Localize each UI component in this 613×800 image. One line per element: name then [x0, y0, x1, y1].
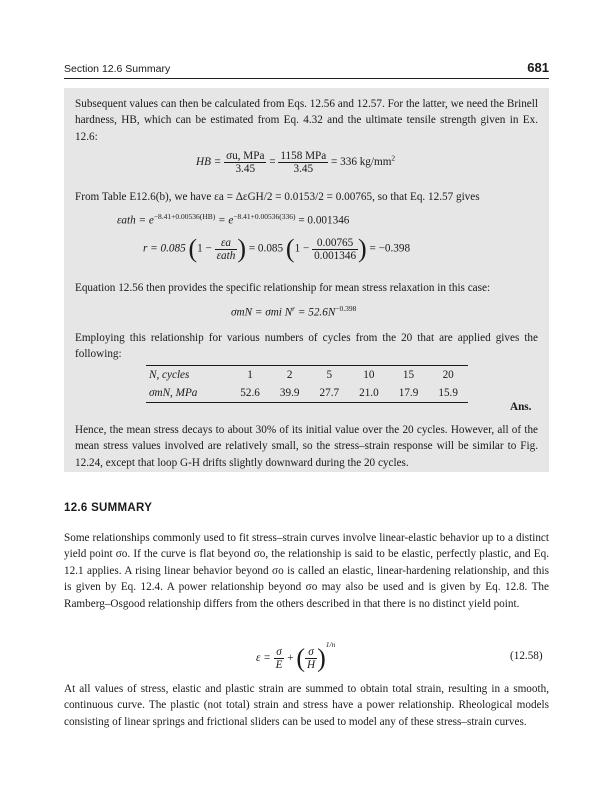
eq-hb-exp: 2 — [391, 153, 396, 163]
table-cell: 15 — [402, 369, 415, 381]
summary-paragraph-2: At all values of stress, elastic and plastic strain are summed to obtain total strain, resulting in a smooth, continuous curve. The plastic (not total) strain and stress have a power relationship. Rheological models consisting of linear springs and frictional sliders can be used to model any of these stress–strain curves. — [64, 683, 549, 728]
table-cell: 27.7 — [319, 387, 340, 399]
eq-r-mid: = 0.085 — [248, 242, 284, 255]
eq-r-one: 1 − — [197, 242, 212, 255]
eq-ro-num2: σ — [308, 645, 314, 658]
eq-hb-lhs: HB = — [196, 156, 222, 169]
equation-hb — [196, 150, 395, 175]
eq-r-den1: εath — [216, 249, 236, 262]
cycles-table — [146, 365, 468, 403]
eq-ro-lhs: ε = — [256, 652, 271, 664]
example-paragraph-5: Hence, the mean stress decays to about 30% of its initial value over the 20 cycles. However, all of the mean stress values involved are relatively small, so the stress–strain response will be similar to Fig. 12.24, except that loop G-H drifts slightly downward during the 20 cycles. — [75, 424, 538, 469]
eq-hb-equals: = — [269, 156, 276, 169]
example-paragraph-3: Equation 12.56 then provides the specific relationship for mean stress relaxation in this case: — [75, 282, 491, 294]
table-cell: 1 — [247, 369, 253, 381]
equation-r: r = 0.085 (1 − $\frac{\varepsilon a}{\text{εath}}$ ) = 0.085 (1 − $\frac{0.00765}{0.001346}$ ) = −0.398 — [143, 234, 411, 263]
table-cell: 20 — [442, 369, 454, 381]
eq-ro-exp: 1/n — [325, 640, 336, 649]
eq-r-num2: 0.00765 — [316, 236, 354, 249]
eq-hb-result: = 336 kg/mm — [331, 156, 392, 169]
table-cell: 5 — [326, 369, 333, 381]
eq-r-den2: 0.001346 — [314, 249, 357, 262]
eq-hb-den1: 3.45 — [224, 162, 266, 175]
eq-eath-exp1: −8.41+0.00536(HB) — [153, 212, 216, 221]
section-title: 12.6 SUMMARY — [64, 502, 153, 514]
eq-r-one-2: 1 − — [294, 242, 310, 255]
equation-eath — [117, 212, 349, 227]
equation-number: (12.58) — [510, 650, 543, 662]
table-row-label: N, cycles — [149, 369, 190, 381]
eq-smn-exp: −0.398 — [335, 304, 357, 313]
eq-eath-lhs: εath = e — [117, 214, 154, 227]
eq-eath-exp2: −8.41+0.00536(336) — [233, 212, 296, 221]
equation-smn — [231, 304, 356, 319]
table-row — [146, 384, 468, 403]
eq-r-num1: εa — [220, 236, 231, 249]
equation-ramberg-osgood: ε = $\frac{\sigma}{E}$ + ( $\frac{\sigma}{H}$ )$^{1/n}$ — [256, 640, 336, 673]
answer-marker: Ans. — [510, 401, 532, 413]
eq-r-lhs: r = 0.085 — [143, 242, 186, 255]
table-cell: 10 — [363, 369, 375, 381]
page-number: 681 — [527, 60, 549, 75]
example-paragraph-1: Subsequent values can then be calculated from Eqs. 12.56 and 12.57. For the latter, we need the Brinell hardness, HB, which can be estimated from Eq. 4.32 and the ultimate tensile strength given in Ex. 12.6: — [75, 98, 538, 143]
eq-smn-text: σmN = σmi N — [231, 306, 293, 319]
eq-hb-num1: σu, MPa — [226, 150, 265, 162]
table-row — [146, 366, 468, 385]
table-cell: 15.9 — [438, 387, 458, 399]
example-paragraph-2: From Table E12.6(b), we have εa = ΔεGH/2 = 0.0153/2 = 0.00765, so that Eq. 12.57 gives — [75, 191, 480, 203]
eq-r-result: = −0.398 — [369, 242, 411, 255]
eq-hb-num2: 1158 MPa — [280, 150, 327, 162]
eq-eath-result: = 0.001346 — [298, 214, 350, 227]
table-cell: 52.6 — [240, 387, 260, 399]
table-row-label: σmN, MPa — [149, 387, 198, 399]
eq-ro-den1: E — [275, 658, 283, 671]
example-paragraph-4: Employing this relationship for various numbers of cycles from the 20 that are applied gives the following: — [75, 332, 538, 361]
eq-ro-den2: H — [306, 658, 316, 671]
table-cell: 2 — [286, 369, 293, 381]
table-cell: 17.9 — [398, 387, 419, 399]
running-head: Section 12.6 Summary — [64, 63, 171, 75]
eq-hb-den2: 3.45 — [278, 162, 328, 175]
eq-smn-exp-r: r — [292, 304, 296, 313]
page-header — [64, 60, 549, 79]
eq-eath-mid: = e — [218, 214, 234, 227]
eq-ro-num1: σ — [276, 645, 282, 658]
table-cell: 21.0 — [359, 387, 379, 399]
eq-ro-plus: + — [287, 652, 294, 664]
table-cell: 39.9 — [279, 387, 300, 399]
eq-smn-mid: = 52.6N — [295, 306, 336, 319]
summary-paragraph-1: Some relationships commonly used to fit stress–strain curves involve linear-elastic behavior up to a distinct yield point σo. If the curve is flat beyond σo, the relationship is said to be elastic, perfectly plastic, and Eq. 12.1 applies. A rising linear behavior beyond σo is called an elastic, linear-hardening relationship, and this is given by Eq. 12.4. A power relationship beyond σo may also be used and is given by Eq. 12.8. The Ramberg–Osgood relationship differs from the others described in that there is no distinct yield point. — [64, 532, 549, 610]
